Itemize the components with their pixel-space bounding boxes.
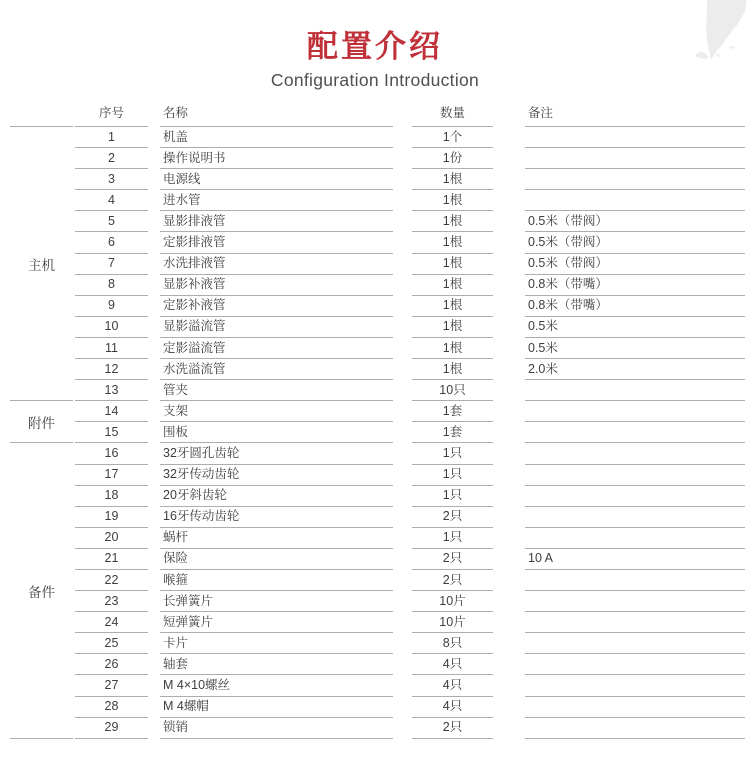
- table-cell-qty: 1根: [412, 254, 493, 275]
- table-cell-remark: [525, 169, 745, 190]
- title-block: [0, 30, 750, 90]
- table-cell-qty: 1套: [412, 422, 493, 443]
- table-cell-name: 定影补液管: [160, 296, 393, 317]
- table-cell-name: 水洗排液管: [160, 254, 393, 275]
- table-cell-no: 15: [75, 422, 148, 443]
- table-cell-no: 17: [75, 465, 148, 486]
- table-cell-no: 25: [75, 633, 148, 654]
- table-cell-no: 26: [75, 654, 148, 675]
- table-cell-qty: 1份: [412, 148, 493, 169]
- table-cell-no: 12: [75, 359, 148, 380]
- table-cell-qty: 1只: [412, 443, 493, 464]
- table-cell-name: 轴套: [160, 654, 393, 675]
- table-cell-qty: 2只: [412, 718, 493, 739]
- column-header-qty: 数量: [412, 100, 493, 127]
- table-cell-no: 20: [75, 528, 148, 549]
- page-subtitle: Configuration Introduction: [270, 70, 480, 91]
- table-cell-qty: 10只: [412, 380, 493, 401]
- table-cell-no: 10: [75, 317, 148, 338]
- table-cell-qty: 1根: [412, 169, 493, 190]
- table-cell-name: 显影排液管: [160, 211, 393, 232]
- table-cell-remark: 0.5米（带阀）: [525, 254, 745, 275]
- column-header-name: 名称: [160, 100, 393, 127]
- table-cell-qty: 1套: [412, 401, 493, 422]
- table-cell-qty: 1根: [412, 211, 493, 232]
- table-cell-remark: [525, 570, 745, 591]
- table-cell-remark: [525, 507, 745, 528]
- table-cell-name: 定影溢流管: [160, 338, 393, 359]
- table-cell-name: 保险: [160, 549, 393, 570]
- table-cell-qty: 4只: [412, 675, 493, 696]
- table-cell-no: 13: [75, 380, 148, 401]
- table-cell-remark: [525, 443, 745, 464]
- group-label: 附件: [10, 401, 73, 443]
- table-cell-remark: [525, 422, 745, 443]
- column-header-remark: 备注: [525, 100, 745, 127]
- table-cell-qty: 1只: [412, 465, 493, 486]
- table-cell-remark: [525, 127, 745, 148]
- table-cell-remark: 0.8米（带嘴）: [525, 275, 745, 296]
- table-cell-remark: 0.8米（带嘴）: [525, 296, 745, 317]
- table-cell-no: 24: [75, 612, 148, 633]
- table-cell-no: 11: [75, 338, 148, 359]
- table-cell-remark: [525, 148, 745, 169]
- table-cell-no: 7: [75, 254, 148, 275]
- table-cell-name: 进水管: [160, 190, 393, 211]
- table-cell-no: 3: [75, 169, 148, 190]
- table-cell-qty: 10片: [412, 591, 493, 612]
- table-cell-remark: [525, 612, 745, 633]
- table-cell-name: 显影补液管: [160, 275, 393, 296]
- table-cell-remark: [525, 654, 745, 675]
- table-cell-no: 28: [75, 697, 148, 718]
- table-cell-remark: 0.5米: [525, 338, 745, 359]
- table-cell-no: 8: [75, 275, 148, 296]
- table-cell-remark: [525, 675, 745, 696]
- table-cell-name: 机盖: [160, 127, 393, 148]
- table-cell-name: 支架: [160, 401, 393, 422]
- table-cell-qty: 1根: [412, 190, 493, 211]
- table-cell-no: 18: [75, 486, 148, 507]
- table-cell-qty: 1只: [412, 528, 493, 549]
- table-cell-qty: 4只: [412, 697, 493, 718]
- table-cell-remark: 2.0米: [525, 359, 745, 380]
- table-cell-remark: 0.5米（带阀）: [525, 232, 745, 253]
- table-cell-no: 4: [75, 190, 148, 211]
- table-cell-remark: 0.5米: [525, 317, 745, 338]
- table-cell-name: M 4螺帽: [160, 697, 393, 718]
- table-cell-qty: 4只: [412, 654, 493, 675]
- page-title: 配置介绍: [307, 29, 443, 64]
- table-cell-remark: [525, 465, 745, 486]
- table-cell-name: M 4×10螺丝: [160, 675, 393, 696]
- table-cell-name: 喉箍: [160, 570, 393, 591]
- table-cell-remark: [525, 486, 745, 507]
- table-cell-no: 21: [75, 549, 148, 570]
- table-cell-no: 29: [75, 718, 148, 739]
- table-cell-name: 32牙圆孔齿轮: [160, 443, 393, 464]
- table-cell-name: 长弹簧片: [160, 591, 393, 612]
- table-cell-name: 卡片: [160, 633, 393, 654]
- table-cell-remark: [525, 190, 745, 211]
- table-cell-name: 操作说明书: [160, 148, 393, 169]
- table-cell-no: 27: [75, 675, 148, 696]
- table-cell-no: 14: [75, 401, 148, 422]
- table-cell-no: 5: [75, 211, 148, 232]
- table-cell-name: 20牙斜齿轮: [160, 486, 393, 507]
- table-cell-remark: 10 A: [525, 549, 745, 570]
- table-cell-remark: [525, 401, 745, 422]
- table-cell-no: 1: [75, 127, 148, 148]
- table-cell-remark: [525, 718, 745, 739]
- table-cell-name: 锁销: [160, 718, 393, 739]
- column-header-group: [10, 100, 73, 127]
- table-cell-name: 定影排液管: [160, 232, 393, 253]
- table-cell-qty: 2只: [412, 507, 493, 528]
- table-cell-remark: [525, 697, 745, 718]
- group-label: 主机: [10, 127, 73, 401]
- table-cell-name: 短弹簧片: [160, 612, 393, 633]
- table-cell-qty: 1个: [412, 127, 493, 148]
- table-cell-qty: 1根: [412, 317, 493, 338]
- table-cell-remark: [525, 380, 745, 401]
- column-header-no: 序号: [75, 100, 148, 127]
- group-label: 备件: [10, 443, 73, 738]
- table-cell-name: 显影溢流管: [160, 317, 393, 338]
- table-cell-qty: 1根: [412, 275, 493, 296]
- table-cell-qty: 10片: [412, 612, 493, 633]
- table-cell-no: 2: [75, 148, 148, 169]
- table-cell-qty: 1根: [412, 338, 493, 359]
- table-cell-qty: 1根: [412, 296, 493, 317]
- table-cell-qty: 2只: [412, 549, 493, 570]
- table-cell-name: 围板: [160, 422, 393, 443]
- table-cell-no: 6: [75, 232, 148, 253]
- table-cell-name: 32牙传动齿轮: [160, 465, 393, 486]
- table-cell-name: 电源线: [160, 169, 393, 190]
- table-cell-no: 19: [75, 507, 148, 528]
- table-cell-remark: [525, 528, 745, 549]
- table-cell-name: 水洗溢流管: [160, 359, 393, 380]
- table-cell-qty: 1根: [412, 232, 493, 253]
- table-cell-no: 16: [75, 443, 148, 464]
- table-cell-remark: [525, 633, 745, 654]
- table-cell-qty: 8只: [412, 633, 493, 654]
- table-cell-remark: 0.5米（带阀）: [525, 211, 745, 232]
- table-cell-remark: [525, 591, 745, 612]
- table-cell-name: 16牙传动齿轮: [160, 507, 393, 528]
- table-cell-qty: 1只: [412, 486, 493, 507]
- table-cell-name: 蜗杆: [160, 528, 393, 549]
- table-cell-qty: 2只: [412, 570, 493, 591]
- table-cell-qty: 1根: [412, 359, 493, 380]
- table-cell-no: 23: [75, 591, 148, 612]
- table-cell-name: 管夹: [160, 380, 393, 401]
- config-table: [10, 100, 745, 739]
- table-cell-no: 9: [75, 296, 148, 317]
- table-cell-no: 22: [75, 570, 148, 591]
